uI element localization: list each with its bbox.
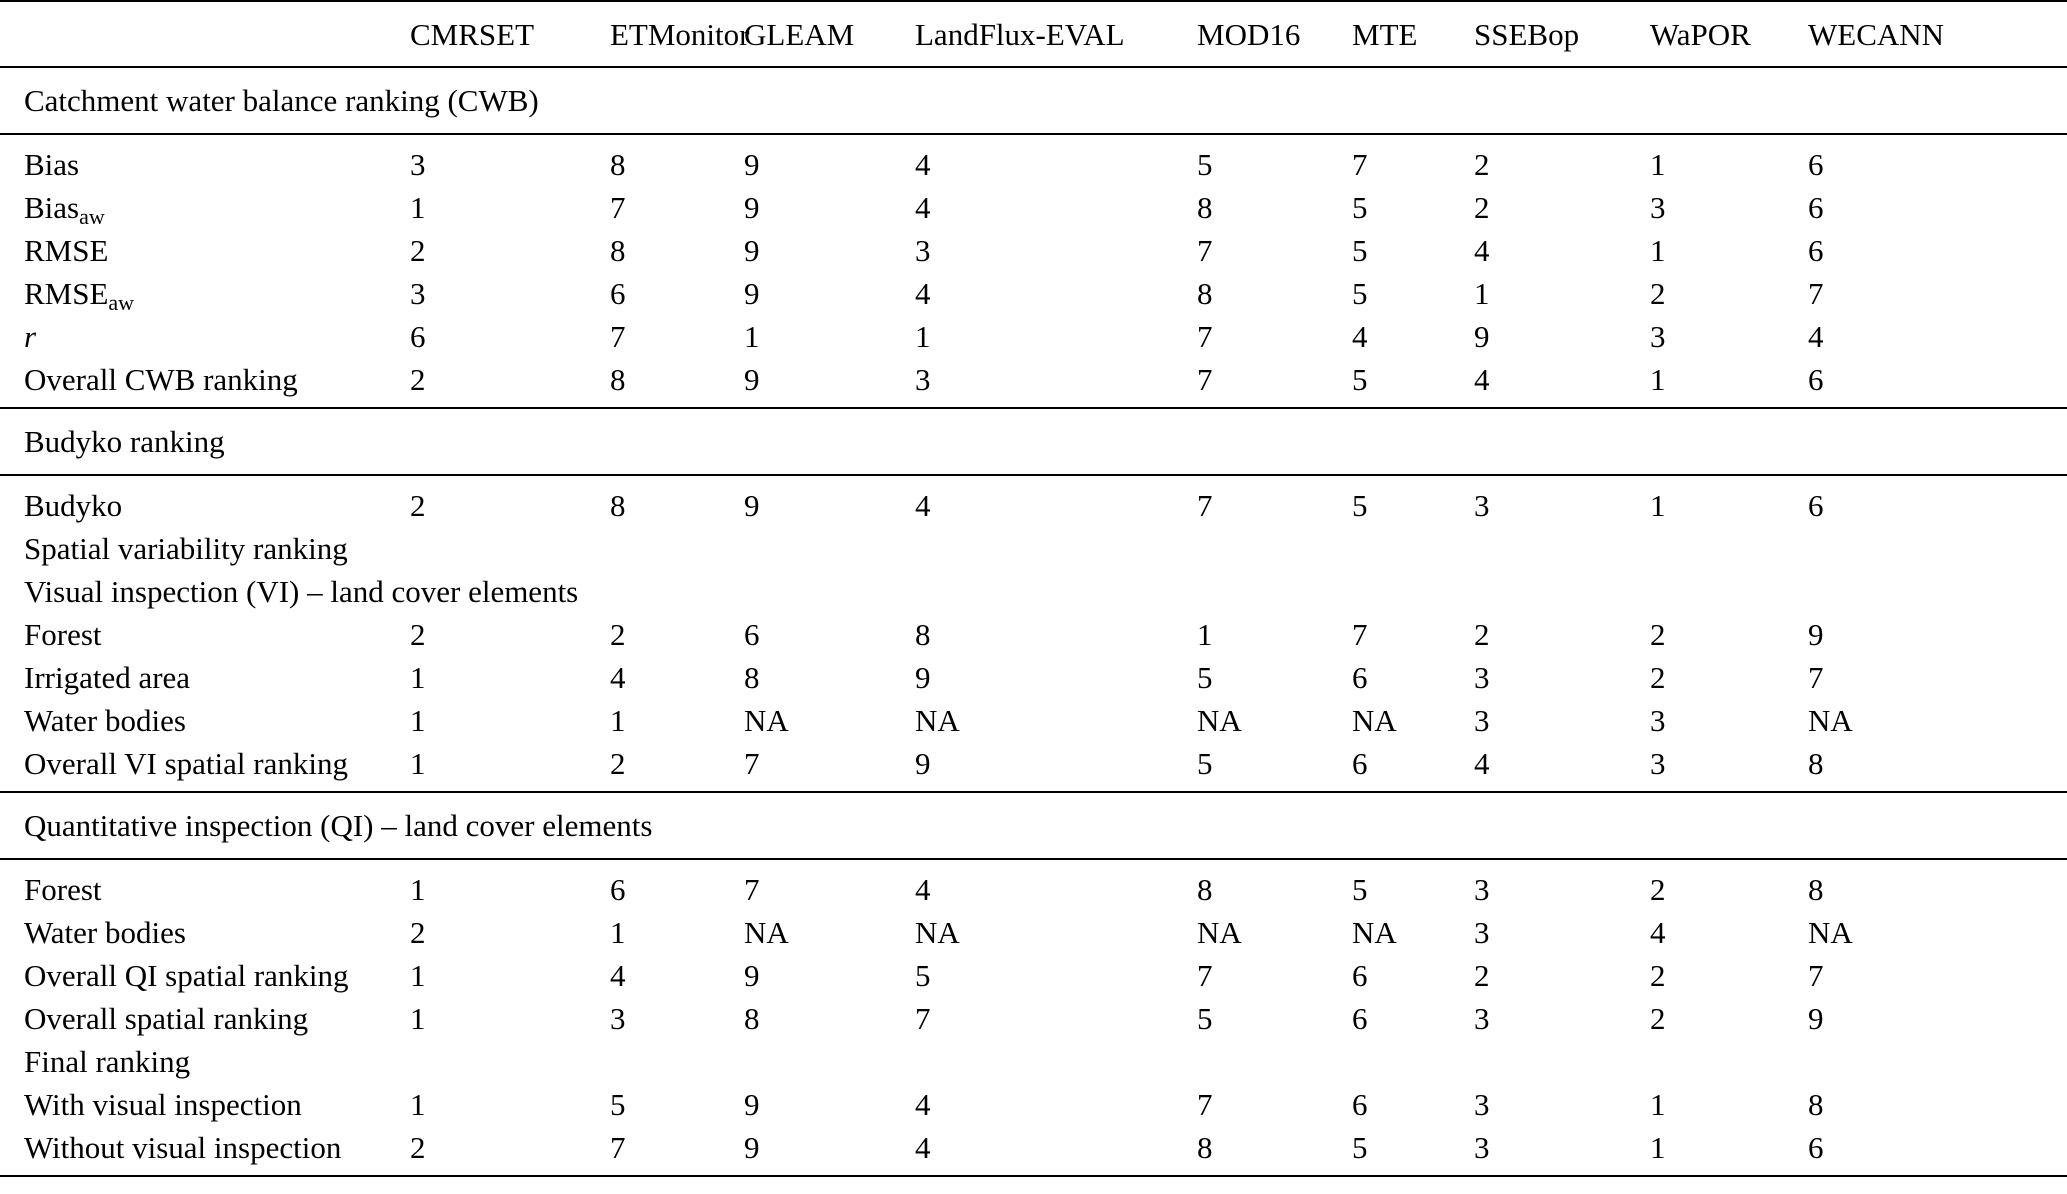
row-label-cell: [0, 911, 410, 954]
rank-cell: 4: [610, 660, 626, 695]
table-row: [0, 954, 2067, 997]
row-label: Bias: [24, 190, 80, 225]
rank-cell: 6: [1808, 147, 1824, 182]
rank-cell: 8: [915, 617, 931, 652]
rank-cell: 3: [1474, 703, 1490, 738]
rank-cell: NA: [1808, 703, 1853, 738]
rank-cell: 9: [744, 1126, 915, 1176]
table-row: [0, 1126, 2067, 1176]
rank-cell: 7: [1197, 958, 1213, 993]
rank-cell: 3: [1474, 488, 1490, 523]
rank-cell: 4: [915, 872, 931, 907]
rank-cell: 7: [1808, 958, 1824, 993]
table-row: [0, 699, 2067, 742]
row-label: Overall QI spatial ranking: [24, 958, 349, 993]
rank-cell: 4: [915, 147, 931, 182]
rank-cell: 3: [1474, 660, 1490, 695]
rank-cell: NA: [744, 703, 789, 738]
section-title: Quantitative inspection (QI) – land cover elements: [0, 792, 2067, 859]
rank-cell: 3: [1474, 915, 1490, 950]
rank-cell: 6: [1808, 1126, 2067, 1176]
table-row: [0, 1040, 2067, 1083]
rank-cell: 8: [610, 358, 744, 408]
row-label: Overall VI spatial ranking: [24, 746, 348, 781]
rank-cell: 6: [610, 872, 626, 907]
rank-cell: 3: [1650, 703, 1666, 738]
rank-cell: 3: [1650, 319, 1666, 354]
rank-cell: 2: [1650, 276, 1666, 311]
rank-cell: 2: [610, 617, 626, 652]
rank-cell: 3: [1650, 742, 1808, 792]
rank-cell: 1: [1650, 147, 1666, 182]
rank-cell: 6: [1352, 742, 1474, 792]
rank-cell: 2: [610, 742, 744, 792]
column-header: CMRSET: [410, 1, 610, 67]
rank-cell: 7: [1197, 233, 1213, 268]
rank-cell: 6: [1808, 233, 1824, 268]
rank-cell: 9: [744, 233, 760, 268]
rank-cell: 2: [410, 358, 610, 408]
rank-cell: 2: [1650, 958, 1666, 993]
rank-cell: 4: [1474, 233, 1490, 268]
table-row: [0, 656, 2067, 699]
table-row: [0, 859, 2067, 911]
row-label-cell: [0, 859, 410, 911]
rank-cell: 7: [1197, 319, 1213, 354]
rank-cell: 5: [1197, 1001, 1213, 1036]
rank-cell: 5: [915, 958, 931, 993]
rank-cell: NA: [1352, 703, 1397, 738]
rank-cell: 6: [1352, 1087, 1368, 1122]
table-row: [0, 229, 2067, 272]
rank-cell: 7: [1197, 488, 1213, 523]
section-title: Catchment water balance ranking (CWB): [0, 67, 2067, 134]
column-header: ETMonitor: [610, 1, 744, 67]
rank-cell: 2: [1650, 1001, 1666, 1036]
rank-cell: 8: [1808, 1087, 1824, 1122]
row-label-cell: [0, 570, 2067, 613]
rank-cell: 1: [1650, 488, 1666, 523]
table-row: [0, 134, 2067, 186]
row-label: Budyko: [24, 488, 123, 523]
rank-cell: 3: [1474, 872, 1490, 907]
rank-cell: 1: [610, 703, 626, 738]
rank-cell: 7: [1808, 660, 1824, 695]
row-label-cell: [0, 997, 410, 1040]
row-label-subscript: aw: [108, 290, 135, 315]
rank-cell: 2: [1474, 617, 1490, 652]
row-label-cell: [0, 613, 410, 656]
rank-cell: 4: [915, 1126, 1197, 1176]
rank-cell: 1: [410, 660, 426, 695]
rank-cell: 8: [744, 660, 760, 695]
rank-cell: 4: [1474, 742, 1650, 792]
rank-cell: 4: [1352, 319, 1368, 354]
rank-cell: 2: [410, 488, 426, 523]
rank-cell: 7: [1808, 276, 1824, 311]
rank-cell: 6: [1808, 358, 2067, 408]
header-row: [0, 1, 2067, 67]
row-label-cell: [0, 186, 410, 229]
row-label-cell: [0, 1083, 410, 1126]
row-label-cell: [0, 315, 410, 358]
rank-cell: 1: [1650, 358, 1808, 408]
rank-cell: 6: [1352, 958, 1368, 993]
column-header: WaPOR: [1650, 1, 1808, 67]
rank-cell: 7: [1197, 358, 1352, 408]
rank-cell: 4: [610, 958, 626, 993]
rank-cell: 9: [744, 276, 760, 311]
rank-cell: NA: [1808, 915, 1853, 950]
table-row: [0, 742, 2067, 792]
rank-cell: NA: [915, 915, 960, 950]
rank-cell: 7: [610, 1126, 744, 1176]
header-empty: [0, 1, 410, 67]
row-label-cell: [0, 229, 410, 272]
rank-cell: 7: [1352, 617, 1368, 652]
table-row: [0, 997, 2067, 1040]
rank-cell: 1: [410, 742, 610, 792]
row-label: Overall CWB ranking: [24, 362, 298, 397]
rank-cell: 5: [1352, 872, 1368, 907]
rank-cell: 6: [744, 617, 760, 652]
rank-cell: NA: [744, 915, 789, 950]
rank-cell: 1: [744, 319, 760, 354]
row-label: With visual inspection: [24, 1087, 302, 1122]
rank-cell: 1: [915, 319, 931, 354]
rank-cell: 2: [410, 1126, 610, 1176]
table-row: [0, 1083, 2067, 1126]
rank-cell: 7: [744, 742, 915, 792]
rank-cell: 8: [1808, 742, 2067, 792]
rank-cell: NA: [1352, 915, 1397, 950]
row-label: Bias: [24, 147, 80, 182]
row-label: Overall spatial ranking: [24, 1001, 309, 1036]
rank-cell: 8: [1197, 276, 1213, 311]
rank-cell: 5: [1197, 660, 1213, 695]
rank-cell: 5: [1197, 147, 1213, 182]
row-label-cell: [0, 1040, 2067, 1083]
rank-cell: 4: [1650, 915, 1666, 950]
table-row: [0, 911, 2067, 954]
rank-cell: 1: [1650, 233, 1666, 268]
rank-cell: 2: [410, 915, 426, 950]
row-label-cell: [0, 527, 2067, 570]
rank-cell: 1: [1474, 276, 1490, 311]
column-header: SSEBop: [1474, 1, 1650, 67]
rank-cell: 9: [1474, 319, 1490, 354]
rank-cell: 9: [744, 1087, 760, 1122]
column-header: MTE: [1352, 1, 1474, 67]
rank-cell: 6: [1808, 190, 1824, 225]
column-header: MOD16: [1197, 1, 1352, 67]
row-label-cell: [0, 656, 410, 699]
rank-cell: 3: [410, 276, 426, 311]
rank-cell: NA: [1197, 703, 1242, 738]
rank-cell: 6: [410, 319, 426, 354]
rank-cell: 1: [1650, 1087, 1666, 1122]
rank-cell: 6: [1352, 1001, 1368, 1036]
rank-cell: 3: [1650, 190, 1666, 225]
rank-cell: 8: [1197, 190, 1213, 225]
rank-cell: 2: [1474, 958, 1490, 993]
table-row: [0, 475, 2067, 527]
rank-cell: 6: [1352, 660, 1368, 695]
row-label-cell: [0, 699, 410, 742]
rank-cell: 2: [1650, 617, 1666, 652]
rank-cell: 1: [1197, 617, 1213, 652]
column-header: WECANN: [1808, 1, 2067, 67]
table-row: [0, 358, 2067, 408]
rank-cell: 3: [1474, 1087, 1490, 1122]
table-row: [0, 527, 2067, 570]
rank-cell: 8: [744, 1001, 760, 1036]
rank-cell: 5: [1352, 488, 1368, 523]
row-label: Water bodies: [24, 915, 186, 950]
rank-cell: 5: [1352, 358, 1474, 408]
rank-cell: 9: [744, 190, 760, 225]
rank-cell: 5: [1352, 233, 1368, 268]
rank-cell: 8: [610, 488, 626, 523]
rank-cell: 6: [1808, 488, 1824, 523]
row-label: RMSE: [24, 233, 109, 268]
rank-cell: 7: [1197, 1087, 1213, 1122]
section-title: Budyko ranking: [0, 408, 2067, 475]
section-row-qi: [0, 792, 2067, 859]
rank-cell: 8: [610, 147, 626, 182]
rank-cell: 2: [410, 617, 426, 652]
rank-cell: 7: [610, 190, 626, 225]
rank-cell: 9: [744, 958, 760, 993]
row-label-cell: [0, 742, 410, 792]
rank-cell: 4: [915, 276, 931, 311]
row-label-cell: [0, 358, 410, 408]
row-label-cell: [0, 1126, 410, 1176]
column-header: LandFlux-EVAL: [915, 1, 1197, 67]
rank-cell: 1: [1650, 1126, 1808, 1176]
rank-cell: 1: [410, 1001, 426, 1036]
row-label-cell: [0, 272, 410, 315]
rank-cell: 8: [1197, 872, 1213, 907]
rank-cell: 5: [1352, 1126, 1474, 1176]
row-label-cell: [0, 954, 410, 997]
rank-cell: 2: [410, 233, 426, 268]
rank-cell: 4: [915, 1087, 931, 1122]
rank-cell: 2: [1474, 147, 1490, 182]
table-row: [0, 272, 2067, 315]
table-row: [0, 613, 2067, 656]
rank-cell: 3: [1474, 1126, 1650, 1176]
rank-cell: 2: [1474, 190, 1490, 225]
rank-cell: 9: [744, 358, 915, 408]
rank-cell: NA: [915, 703, 960, 738]
rank-cell: 1: [410, 703, 426, 738]
section-row-budyko: [0, 408, 2067, 475]
rank-cell: 6: [610, 276, 626, 311]
rank-cell: 5: [1352, 276, 1368, 311]
rank-cell: 5: [1197, 742, 1352, 792]
rank-cell: 3: [610, 1001, 626, 1036]
rank-cell: 9: [744, 488, 760, 523]
rank-cell: 5: [1352, 190, 1368, 225]
rank-cell: 8: [1197, 1126, 1352, 1176]
rank-cell: 9: [1808, 617, 1824, 652]
column-header: GLEAM: [744, 1, 915, 67]
rank-cell: 9: [1808, 1001, 1824, 1036]
row-label: r: [24, 319, 37, 354]
row-label: Water bodies: [24, 703, 186, 738]
rank-cell: 4: [1474, 358, 1650, 408]
table-row: [0, 570, 2067, 613]
rank-cell: 9: [744, 147, 760, 182]
rank-cell: 2: [1650, 660, 1666, 695]
rank-cell: 3: [410, 147, 426, 182]
rank-cell: 1: [410, 190, 426, 225]
rank-cell: 5: [610, 1087, 626, 1122]
rank-cell: 8: [1808, 872, 1824, 907]
rank-cell: 3: [915, 233, 931, 268]
rank-cell: 4: [915, 488, 931, 523]
row-label: Irrigated area: [24, 660, 191, 695]
row-label: Visual inspection (VI) – land cover elements: [24, 574, 579, 609]
rank-cell: 1: [610, 915, 626, 950]
rank-cell: 7: [744, 872, 760, 907]
row-label: Spatial variability ranking: [24, 531, 348, 566]
row-label: RMSE: [24, 276, 109, 311]
rank-cell: 2: [1650, 872, 1666, 907]
rank-cell: 3: [915, 358, 1197, 408]
rank-cell: 3: [1474, 1001, 1490, 1036]
row-label: Without visual inspection: [24, 1130, 342, 1165]
rank-cell: 9: [915, 660, 931, 695]
rank-cell: 1: [410, 1087, 426, 1122]
rank-cell: NA: [1197, 915, 1242, 950]
row-label-cell: [0, 134, 410, 186]
rank-cell: 8: [610, 233, 626, 268]
rank-cell: 7: [1352, 147, 1368, 182]
row-label: Forest: [24, 872, 102, 907]
table-row: [0, 186, 2067, 229]
row-label: Final ranking: [24, 1044, 191, 1079]
rank-cell: 4: [915, 190, 931, 225]
rank-cell: 7: [915, 1001, 931, 1036]
rank-cell: 9: [915, 742, 1197, 792]
row-label-cell: [0, 475, 410, 527]
rank-cell: 1: [410, 958, 426, 993]
row-label-subscript: aw: [79, 204, 105, 229]
table-row: [0, 315, 2067, 358]
row-label: Forest: [24, 617, 102, 652]
rank-cell: 1: [410, 872, 426, 907]
rank-cell: 7: [610, 319, 626, 354]
rank-cell: 4: [1808, 319, 1824, 354]
section-row-cwb: [0, 67, 2067, 134]
